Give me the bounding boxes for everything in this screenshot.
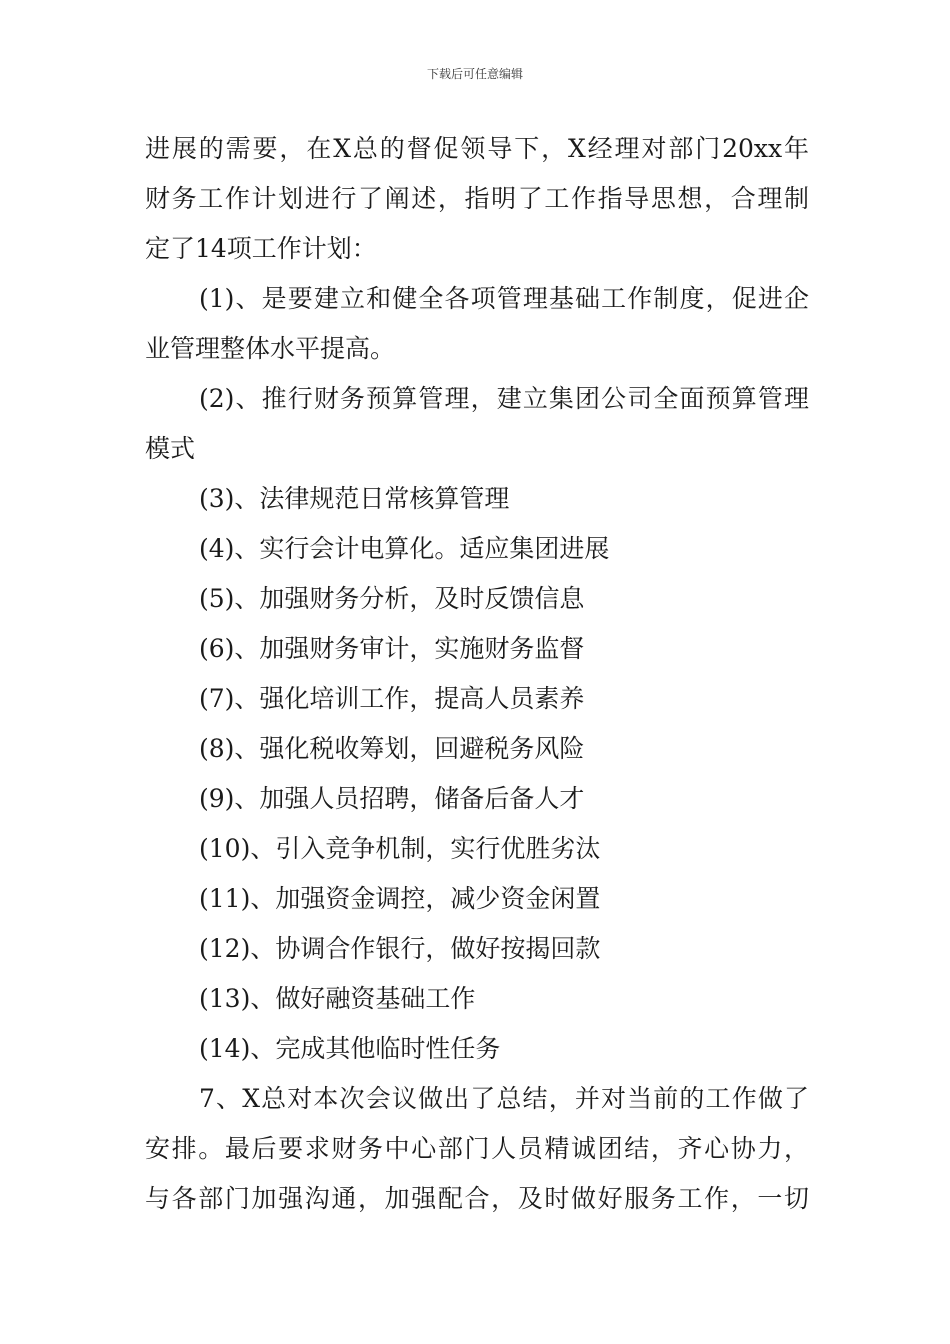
list-item-7: (7)、强化培训工作，提高人员素养 [199, 684, 585, 713]
list-item-3: (3)、法律规范日常核算管理 [199, 484, 510, 513]
list-item-1: (1)、是要建立和健全各项管理基础工作制度，促进企 [199, 284, 809, 313]
list-item-13: (13)、做好融资基础工作 [199, 984, 476, 1013]
document-body [145, 124, 809, 1224]
summary-paragraph-line: 7、X总对本次会议做出了总结，并对当前的工作做了 [199, 1084, 809, 1113]
paragraph-line: 进展的需要，在X总的督促领导下，X经理对部门20xx年 [145, 134, 809, 163]
list-item-1-continuation: 业管理整体水平提高。 [145, 334, 396, 363]
list-item-14: (14)、完成其他临时性任务 [199, 1034, 501, 1063]
list-item-8: (8)、强化税收筹划，回避税务风险 [199, 734, 585, 763]
list-item-12: (12)、协调合作银行，做好按揭回款 [199, 934, 601, 963]
list-item-4: (4)、实行会计电算化。适应集团进展 [199, 534, 610, 563]
paragraph-line: 财务工作计划进行了阐述，指明了工作指导思想，合理制 [145, 184, 809, 213]
paragraph-line: 定了14项工作计划： [145, 234, 377, 263]
list-item-2-continuation: 模式 [145, 434, 196, 463]
list-item-10: (10)、引入竞争机制，实行优胜劣汰 [199, 834, 601, 863]
page-header: 下载后可任意编辑 [426, 67, 523, 81]
list-item-6: (6)、加强财务审计，实施财务监督 [199, 634, 585, 663]
summary-paragraph-line: 与各部门加强沟通，加强配合，及时做好服务工作，一切 [145, 1184, 809, 1213]
list-item-11: (11)、加强资金调控，减少资金闲置 [199, 884, 601, 913]
list-item-5: (5)、加强财务分析，及时反馈信息 [199, 584, 585, 613]
list-item-2: (2)、推行财务预算管理，建立集团公司全面预算管理 [199, 384, 809, 413]
list-item-9: (9)、加强人员招聘，储备后备人才 [199, 784, 585, 813]
summary-paragraph-line: 安排。最后要求财务中心部门人员精诚团结，齐心协力， [145, 1134, 809, 1163]
